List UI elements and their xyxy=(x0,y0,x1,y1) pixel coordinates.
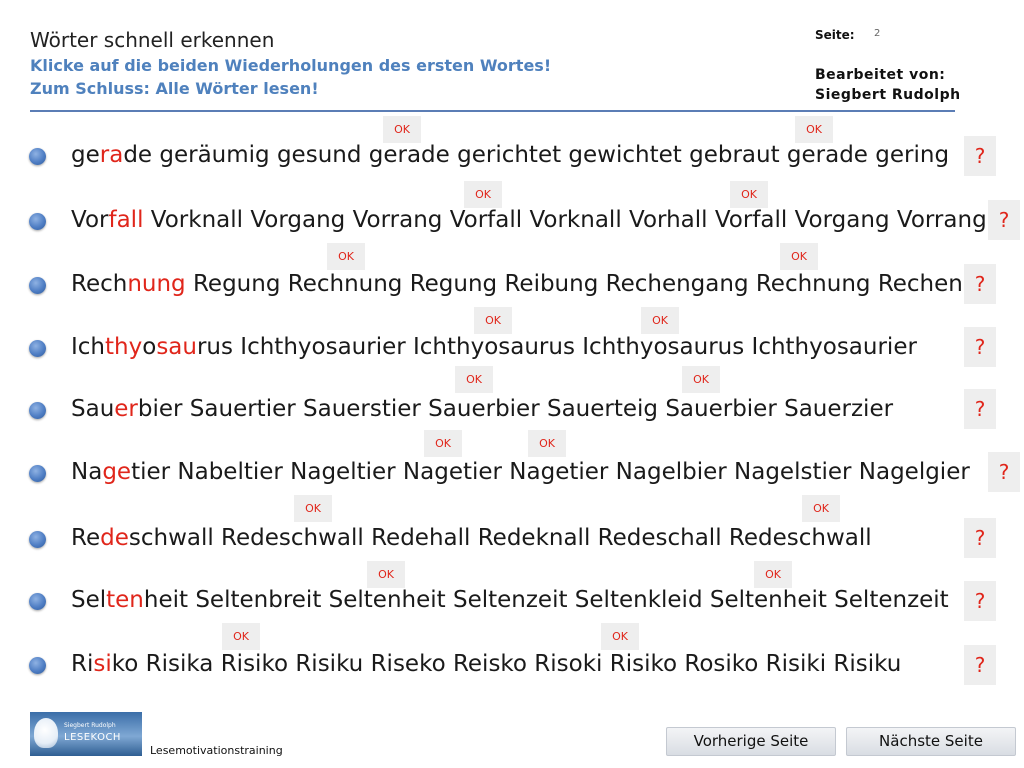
ok-button-row-6-b[interactable]: OK xyxy=(528,430,566,457)
bullet-icon xyxy=(29,277,46,294)
question-button-row-2[interactable]: ? xyxy=(988,200,1020,240)
word-row-7 xyxy=(71,523,872,553)
question-button-row-3[interactable]: ? xyxy=(964,264,996,304)
row-1-prefix: ge xyxy=(71,142,100,168)
word-row-9 xyxy=(71,649,901,679)
next-page-button[interactable]: Nächste Seite xyxy=(846,727,1016,756)
row-9-highlight: si xyxy=(93,651,112,677)
row-4-prefix: Ich xyxy=(71,334,106,360)
word-row-2 xyxy=(71,205,987,235)
row-9-rest: ko Risika Risiko Risiku Riseko Reisko Risoki Risiko Rosiko Risiki Risiku xyxy=(111,651,902,677)
lesekoch-logo xyxy=(30,712,142,756)
row-5-rest: bier Sauertier Sauerstier Sauerbier Sauerteig Sauerbier Sauerzier xyxy=(137,396,894,422)
row-3-highlight: nung xyxy=(127,271,186,297)
bullet-icon xyxy=(29,402,46,419)
ok-button-row-9-a[interactable]: OK xyxy=(222,623,260,650)
ok-button-row-6-a[interactable]: OK xyxy=(424,430,462,457)
question-button-row-1[interactable]: ? xyxy=(964,136,996,176)
ok-button-row-5-b[interactable]: OK xyxy=(682,366,720,393)
word-row-5 xyxy=(71,394,893,424)
ok-button-row-4-a[interactable]: OK xyxy=(474,307,512,334)
footer-label: Lesemotivationstraining xyxy=(150,744,283,757)
row-2-rest: Vorknall Vorgang Vorrang Vorfall Vorknall Vorhall Vorfall Vorgang Vorrang xyxy=(143,207,987,233)
ok-button-row-8-a[interactable]: OK xyxy=(367,561,405,588)
instruction-line-2: Zum Schluss: Alle Wörter lesen! xyxy=(30,79,319,98)
row-4-highlight: thy xyxy=(105,334,143,360)
row-2-highlight: fall xyxy=(108,207,144,233)
bullet-icon xyxy=(29,465,46,482)
bullet-icon xyxy=(29,593,46,610)
previous-page-button[interactable]: Vorherige Seite xyxy=(666,727,836,756)
bullet-icon xyxy=(29,340,46,357)
row-6-rest: tier Nabeltier Nageltier Nagetier Nagetier Nagelbier Nagelstier Nagelgier xyxy=(131,459,970,485)
logo-brand: LESEKOCH xyxy=(64,732,121,743)
row-8-highlight: ten xyxy=(106,587,144,613)
row-9-prefix: Ri xyxy=(71,651,94,677)
row-5-highlight: er xyxy=(114,396,138,422)
question-button-row-4[interactable]: ? xyxy=(964,327,996,367)
word-row-4 xyxy=(71,332,917,362)
page-number: 2 xyxy=(874,28,881,39)
row-7-rest: schwall Redeschwall Redehall Redeknall Redeschall Redeschwall xyxy=(128,525,872,551)
row-3-rest: Regung Rechnung Regung Reibung Rechengang Rechnung Rechen xyxy=(185,271,963,297)
ok-button-row-3-b[interactable]: OK xyxy=(780,243,818,270)
editor-name: Siegbert Rudolph xyxy=(815,87,961,103)
ok-button-row-9-b[interactable]: OK xyxy=(601,623,639,650)
question-button-row-5[interactable]: ? xyxy=(964,389,996,429)
row-1-highlight: ra xyxy=(99,142,124,168)
ok-button-row-5-a[interactable]: OK xyxy=(455,366,493,393)
row-6-highlight: ge xyxy=(102,459,132,485)
ok-button-row-1-b[interactable]: OK xyxy=(795,116,833,143)
page-title: Wörter schnell erkennen xyxy=(30,28,275,52)
ok-button-row-2-a[interactable]: OK xyxy=(464,181,502,208)
ok-button-row-3-a[interactable]: OK xyxy=(327,243,365,270)
row-3-prefix: Rech xyxy=(71,271,128,297)
word-row-6 xyxy=(71,457,970,487)
question-button-row-6[interactable]: ? xyxy=(988,452,1020,492)
ok-button-row-1-a[interactable]: OK xyxy=(383,116,421,143)
ok-button-row-4-b[interactable]: OK xyxy=(641,307,679,334)
question-button-row-8[interactable]: ? xyxy=(964,581,996,621)
word-row-1 xyxy=(71,140,949,170)
question-button-row-7[interactable]: ? xyxy=(964,518,996,558)
row-1-rest: de geräumig gesund gerade gerichtet gewichtet gebraut gerade gering xyxy=(123,142,950,168)
row-8-prefix: Sel xyxy=(71,587,107,613)
logo-author: Siegbert Rudolph xyxy=(64,722,116,729)
word-row-8 xyxy=(71,585,949,615)
row-4-rest: rus Ichthyosaurier Ichthyosaurus Ichthyosaurus Ichthyosaurier xyxy=(196,334,917,360)
row-6-prefix: Na xyxy=(71,459,103,485)
ok-button-row-7-a[interactable]: OK xyxy=(294,495,332,522)
bullet-icon xyxy=(29,148,46,165)
row-8-rest: heit Seltenbreit Seltenheit Seltenzeit Seltenkleid Seltenheit Seltenzeit xyxy=(143,587,949,613)
question-button-row-9[interactable]: ? xyxy=(964,645,996,685)
bullet-icon xyxy=(29,531,46,548)
ok-button-row-8-b[interactable]: OK xyxy=(754,561,792,588)
ok-button-row-7-b[interactable]: OK xyxy=(802,495,840,522)
bullet-icon xyxy=(29,657,46,674)
row-4-middle: o xyxy=(142,334,157,360)
editor-label: Bearbeitet von: xyxy=(815,67,946,83)
ok-button-row-2-b[interactable]: OK xyxy=(730,181,768,208)
row-2-prefix: Vor xyxy=(71,207,109,233)
instruction-line-1: Klicke auf die beiden Wiederholungen des ersten Wortes! xyxy=(30,56,552,75)
row-4-highlight-2: sau xyxy=(156,334,197,360)
row-5-prefix: Sau xyxy=(71,396,115,422)
word-row-3 xyxy=(71,269,963,299)
header-divider xyxy=(30,110,955,112)
lightbulb-icon xyxy=(34,718,58,748)
bullet-icon xyxy=(29,213,46,230)
row-7-prefix: Re xyxy=(71,525,101,551)
page-label: Seite: xyxy=(815,28,855,42)
row-7-highlight: de xyxy=(100,525,129,551)
